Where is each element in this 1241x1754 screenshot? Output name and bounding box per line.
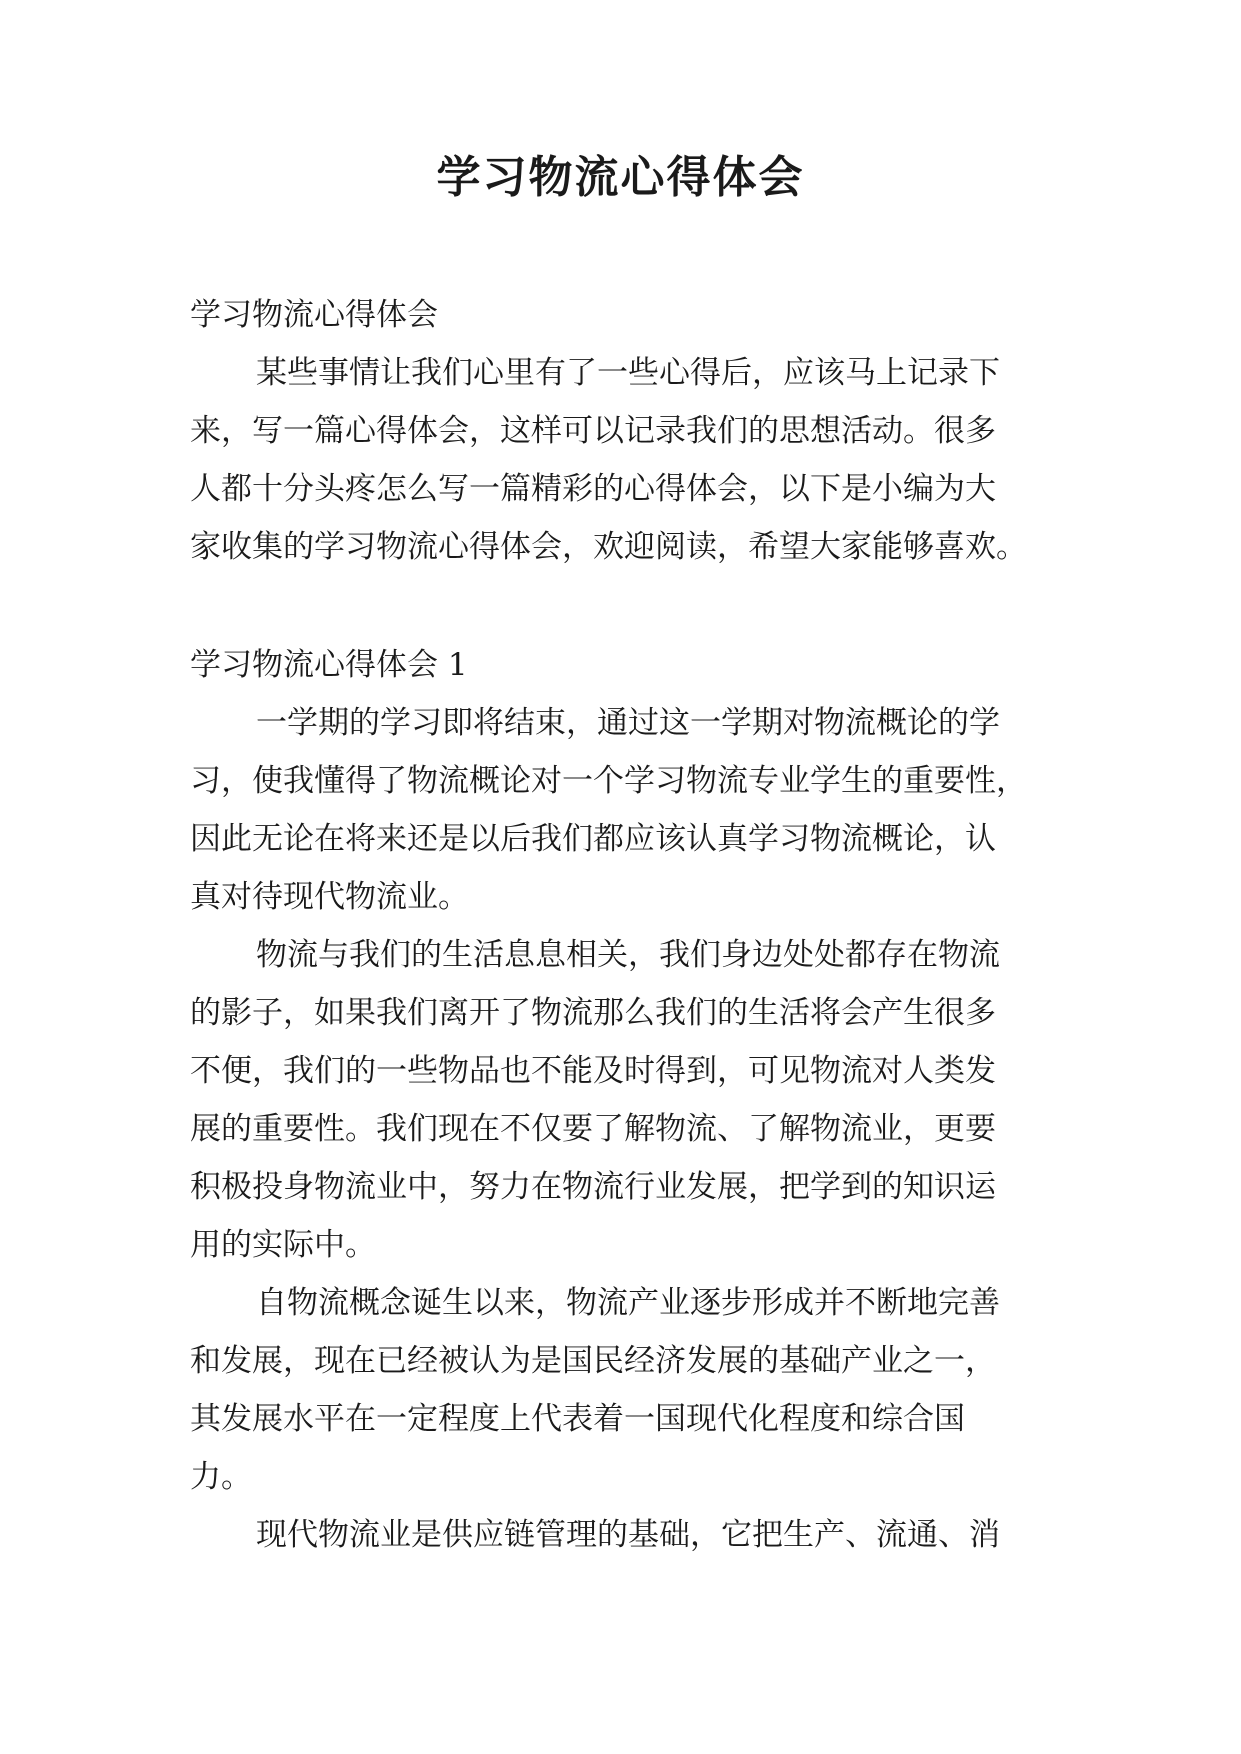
paragraph-line: 力。 (190, 1459, 252, 1495)
paragraph-line: 展的重要性。我们现在不仅要了解物流、了解物流业，更要 (190, 1111, 996, 1147)
paragraph-line: 家收集的学习物流心得体会，欢迎阅读，希望大家能够喜欢。 (190, 529, 1027, 565)
paragraph-line: 因此无论在将来还是以后我们都应该认真学习物流概论，认 (190, 821, 996, 857)
paragraph-line: 物流与我们的生活息息相关，我们身边处处都存在物流 (256, 937, 1000, 973)
document-body (190, 286, 1050, 1564)
paragraph-line: 某些事情让我们心里有了一些心得后，应该马上记录下 (256, 355, 1000, 391)
paragraph-line: 来，写一篇心得体会，这样可以记录我们的思想活动。很多 (190, 413, 996, 449)
paragraph-line: 真对待现代物流业。 (190, 879, 469, 915)
paragraph-line: 不便，我们的一些物品也不能及时得到，可见物流对人类发 (190, 1053, 996, 1089)
paragraph-line: 习，使我懂得了物流概论对一个学习物流专业学生的重要性， (190, 763, 1027, 799)
section-heading: 学习物流心得体会 1 (190, 647, 468, 683)
section-heading: 学习物流心得体会 (190, 297, 438, 333)
paragraph-line: 其发展水平在一定程度上代表着一国现代化程度和综合国 (190, 1401, 965, 1437)
section-gap (190, 576, 1050, 636)
paragraph-line: 和发展，现在已经被认为是国民经济发展的基础产业之一， (190, 1343, 996, 1379)
paragraph-line: 用的实际中。 (190, 1227, 376, 1263)
paragraph-line: 的影子，如果我们离开了物流那么我们的生活将会产生很多 (190, 995, 996, 1031)
paragraph-line: 现代物流业是供应链管理的基础，它把生产、流通、消 (256, 1517, 1000, 1553)
paragraph-line: 人都十分头疼怎么写一篇精彩的心得体会，以下是小编为大 (190, 471, 996, 507)
document-title: 学习物流心得体会 (436, 152, 805, 203)
paragraph-line: 自物流概念诞生以来，物流产业逐步形成并不断地完善 (256, 1285, 1000, 1321)
paragraph-line: 积极投身物流业中，努力在物流行业发展，把学到的知识运 (190, 1169, 996, 1205)
paragraph-line: 一学期的学习即将结束，通过这一学期对物流概论的学 (256, 705, 1000, 741)
